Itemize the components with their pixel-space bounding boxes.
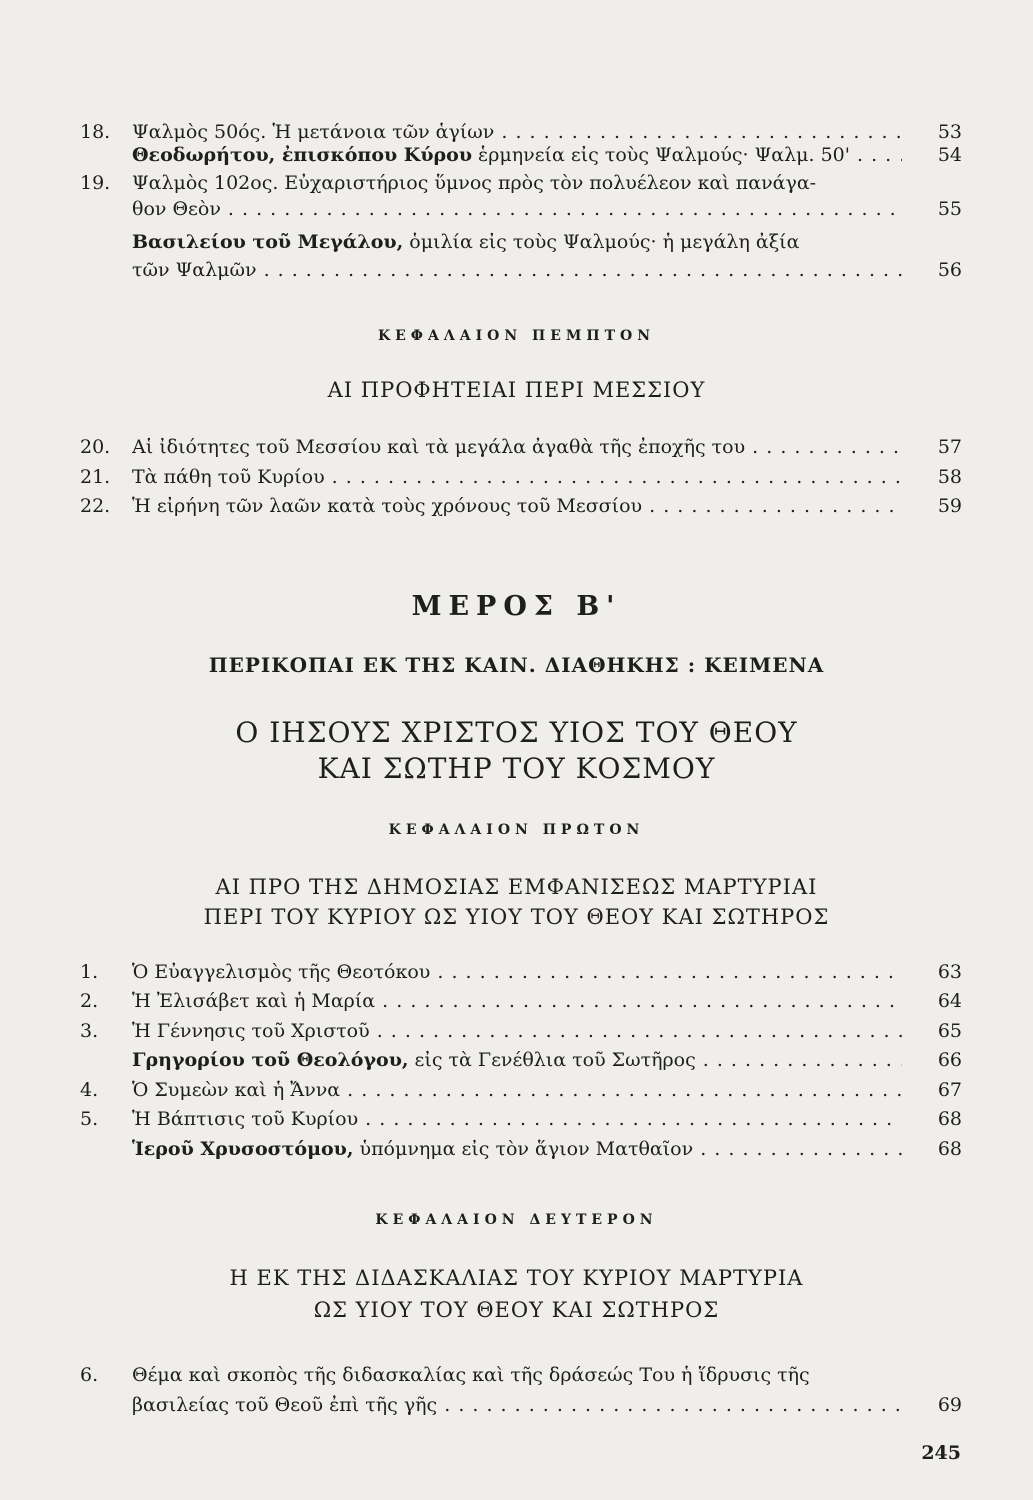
entry-author: Γρηγορίου τοῦ Θεολόγου, xyxy=(132,1049,409,1071)
entry-title: Ψαλμὸς 50ός. Ἡ μετάνοια τῶν ἁγίων . . . xyxy=(132,120,902,144)
entry-title: Ὁ Εὐαγγελισμὸς τῆς Θεοτόκου . . . xyxy=(132,960,902,984)
part-title-line2: ΚΑΙ ΣΩΤΗΡ ΤΟΥ ΚΟΣΜΟΥ xyxy=(317,752,716,785)
entry-page: 65 xyxy=(937,1020,962,1042)
entry-number: 21. xyxy=(80,466,111,488)
part-heading: ΜΕΡΟΣ Β' xyxy=(411,591,622,622)
entry-title xyxy=(132,1048,902,1072)
entry-author: Θεοδωρήτου, ἐπισκόπου Κύρου xyxy=(132,144,472,166)
entry-title-text: ὁμιλία εἰς τοὺς Ψαλμούς· ἡ μεγάλη ἀξία xyxy=(409,231,800,253)
part-subheading: ΠΕΡΙΚΟΠΑΙ ΕΚ ΤΗΣ ΚΑΙΝ. ΔΙΑΘΗΚΗΣ : ΚΕΙΜΕΝΑ xyxy=(208,653,825,677)
entry-title-text: ὑπόμνημα εἰς τὸν ἅγιον Ματθαῖον xyxy=(359,1138,694,1160)
entry-title: Ἡ Βάπτισις τοῦ Κυρίου . . . xyxy=(132,1107,902,1131)
entry-number: 6. xyxy=(80,1364,99,1386)
entry-page: 68 xyxy=(937,1108,962,1130)
entry-title: Θέμα καὶ σκοπὸς τῆς διδασκαλίας καὶ τῆς δράσεώς Του ἡ ἵδρυσις τῆς xyxy=(132,1364,810,1386)
entry-page: 69 xyxy=(937,1394,962,1416)
entry-title-cont: βασιλείας τοῦ Θεοῦ ἐπὶ τῆς γῆς . . . xyxy=(132,1393,902,1417)
entry-title-text: εἰς τὰ Γενέθλια τοῦ Σωτῆρος xyxy=(414,1049,696,1071)
entry-page: 67 xyxy=(937,1079,962,1101)
entry-title: Ἡ Γέννησις τοῦ Χριστοῦ . . . xyxy=(132,1019,902,1043)
entry-title: Αἱ ἰδιότητες τοῦ Μεσσίου καὶ τὰ μεγάλα ἀγαθὰ τῆς ἐποχῆς του . . . xyxy=(132,435,902,459)
chapter-heading: ΚΕΦΑΛΑΙΟΝ ΔΕΥΤΕΡΟΝ xyxy=(375,1212,658,1228)
chapter-title-line1: Η ΕΚ ΤΗΣ ΔΙΔΑΣΚΑΛΙΑΣ ΤΟΥ ΚΥΡΙΟΥ ΜΑΡΤΥΡΙΑ xyxy=(229,1266,804,1290)
entry-number: 20. xyxy=(80,436,111,458)
entry-page: 63 xyxy=(937,961,962,983)
entry-number: 19. xyxy=(80,172,111,194)
entry-title xyxy=(132,1137,902,1161)
chapter-heading: ΚΕΦΑΛΑΙΟΝ ΠΡΩΤΟΝ xyxy=(388,822,645,838)
entry-title: Ὁ Συμεὼν καὶ ἡ Ἄννα . . . xyxy=(132,1078,902,1102)
entry-page: 58 xyxy=(937,466,962,488)
entry-number: 3. xyxy=(80,1020,99,1042)
entry-number: 1. xyxy=(80,961,99,983)
entry-page: 53 xyxy=(937,121,962,143)
entry-page: 59 xyxy=(937,495,962,517)
entry-page: 57 xyxy=(937,436,962,458)
entry-number: 5. xyxy=(80,1108,99,1130)
entry-page: 56 xyxy=(937,259,962,281)
page-number: 245 xyxy=(921,1442,961,1464)
entry-title: Τὰ πάθη τοῦ Κυρίου . . . xyxy=(132,465,902,489)
entry-page: 68 xyxy=(937,1138,962,1160)
entry-number: 4. xyxy=(80,1079,99,1101)
chapter-title: ΑΙ ΠΡΟΦΗΤΕΙΑΙ ΠΕΡΙ ΜΕΣΣΙΟΥ xyxy=(327,378,706,402)
entry-page: 55 xyxy=(937,198,962,220)
entry-author: Βασιλείου τοῦ Μεγάλου, xyxy=(132,231,404,253)
entry-title xyxy=(132,143,902,167)
entry-title: Ἡ εἰρήνη τῶν λαῶν κατὰ τοὺς χρόνους τοῦ Μεσσίου . . . xyxy=(132,494,902,518)
entry-page: 64 xyxy=(937,990,962,1012)
chapter-title-line2: ΠΕΡΙ ΤΟΥ ΚΥΡΙΟΥ ΩΣ ΥΙΟΥ ΤΟΥ ΘΕΟΥ ΚΑΙ ΣΩΤΗΡΟΣ xyxy=(203,905,830,929)
entry-number: 2. xyxy=(80,990,99,1012)
chapter-title-line2: ΩΣ ΥΙΟΥ ΤΟΥ ΘΕΟΥ ΚΑΙ ΣΩΤΗΡΟΣ xyxy=(313,1298,720,1322)
entry-title: Ἡ Ἐλισάβετ καὶ ἡ Μαρία . . . xyxy=(132,989,902,1013)
entry-title xyxy=(132,230,902,254)
entry-title: Ψαλμὸς 102ος. Εὐχαριστήριος ὕμνος πρὸς τὸν πολυέλεον καὶ πανάγα- xyxy=(132,172,817,194)
entry-title-text: ἑρμηνεία εἰς τοὺς Ψαλμούς· Ψαλμ. 50' xyxy=(478,144,850,166)
entry-page: 66 xyxy=(937,1049,962,1071)
part-title-line1: Ο ΙΗΣΟΥΣ ΧΡΙΣΤΟΣ ΥΙΟΣ ΤΟΥ ΘΕΟΥ xyxy=(235,716,798,749)
entry-page: 54 xyxy=(937,144,962,166)
entry-author: Ἱεροῦ Χρυσοστόμου, xyxy=(132,1138,354,1160)
entry-title-cont: τῶν Ψαλμῶν . . . xyxy=(132,258,902,282)
chapter-title-line1: ΑΙ ΠΡΟ ΤΗΣ ΔΗΜΟΣΙΑΣ ΕΜΦΑΝΙΣΕΩΣ ΜΑΡΤΥΡΙΑΙ xyxy=(215,875,818,899)
entry-number: 18. xyxy=(80,121,111,143)
chapter-heading: ΚΕΦΑΛΑΙΟΝ ΠΕΜΠΤΟΝ xyxy=(377,328,656,344)
entry-number: 22. xyxy=(80,495,111,517)
entry-title-cont: θον Θεὸν . . . xyxy=(132,197,902,221)
